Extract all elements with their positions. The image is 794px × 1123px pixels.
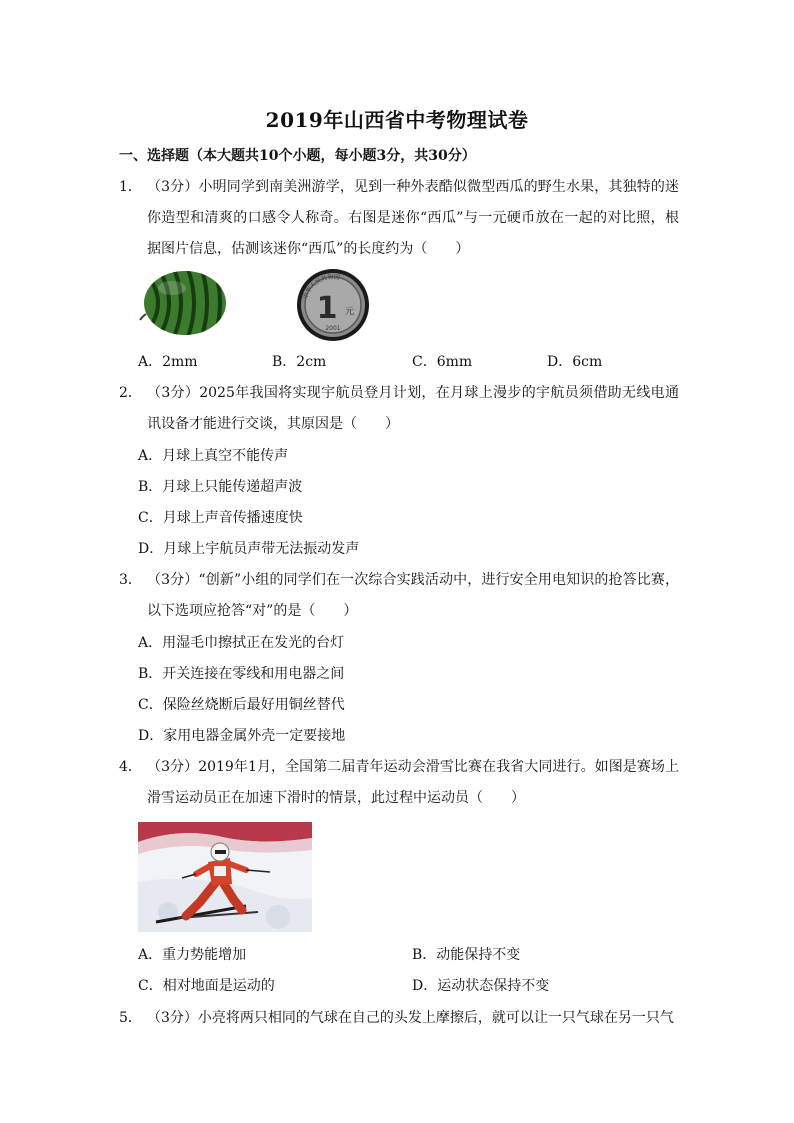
question-text: （3分）小明同学到南美洲游学，见到一种外表酷似微型西瓜的野生水果，其独特的迷你造型和清爽的口感令人称奇。右图是迷你“西瓜”与一元硬币放在一起的对比照，根据图片信息，估测该迷你“西瓜”的长度约为（ ） xyxy=(147,179,679,257)
question-number: 4． xyxy=(119,759,142,775)
one-yuan-coin-image xyxy=(294,266,372,342)
question-5 xyxy=(119,1003,679,1034)
q3-option-d: D．家用电器金属外壳一定要接地 xyxy=(138,728,346,744)
q3-option-c: C．保险丝烧断后最好用铜丝替代 xyxy=(138,697,345,713)
question-2 xyxy=(119,378,679,440)
question-text: （3分）小亮将两只相同的气球在自己的头发上摩擦后，就可以让一只气球在另一只气 xyxy=(147,1010,674,1026)
coin-year-text: 2001 xyxy=(325,325,341,332)
coin-arc-text: 中华人民共和国 xyxy=(302,273,341,300)
q1-option-b: B．2cm xyxy=(272,354,327,370)
q4-option-a: A．重力势能增加 xyxy=(138,947,247,963)
question-text: （3分）2019年1月，全国第二届青年运动会滑雪比赛在我省大同进行。如图是赛场上滑雪运动员正在加速下滑时的情景，此过程中运动员（ ） xyxy=(147,759,679,806)
coin-unit-text: 元 xyxy=(345,307,355,317)
q4-option-d: D．运动状态保持不变 xyxy=(412,978,550,994)
question-text: （3分）2025年我国将实现宇航员登月计划，在月球上漫步的宇航员须借助无线电通讯设备才能进行交谈，其原因是（ ） xyxy=(147,385,679,432)
skier-photo xyxy=(138,822,312,932)
q2-option-a: A．月球上真空不能传声 xyxy=(138,448,289,464)
q4-option-b: B．动能保持不变 xyxy=(412,947,521,963)
question-number: 1． xyxy=(119,179,142,195)
question-number: 5． xyxy=(119,1010,142,1026)
question-3 xyxy=(119,565,679,627)
question-number: 2． xyxy=(119,385,142,401)
q2-option-d: D．月球上宇航员声带无法振动发声 xyxy=(138,541,360,557)
q2-option-c: C．月球上声音传播速度快 xyxy=(138,510,303,526)
question-1 xyxy=(119,172,679,265)
mini-watermelon-image xyxy=(138,266,233,338)
exam-title: 2019年山西省中考物理试卷 xyxy=(265,108,529,132)
section-heading: 一、选择题（本大题共10个小题，每小题3分，共30分） xyxy=(119,148,476,164)
question-number: 3． xyxy=(119,572,142,588)
q1-option-c: C．6mm xyxy=(412,354,473,370)
question-4 xyxy=(119,752,679,814)
q1-option-a: A．2mm xyxy=(138,354,198,370)
q1-option-d: D．6cm xyxy=(547,354,603,370)
q4-option-c: C．相对地面是运动的 xyxy=(138,978,275,994)
q2-option-b: B．月球上只能传递超声波 xyxy=(138,479,303,495)
q3-option-b: B．开关连接在零线和用电器之间 xyxy=(138,666,345,682)
question-text: （3分）“创新”小组的同学们在一次综合实践活动中，进行安全用电知识的抢答比赛，以下选项应抢答“对”的是（ ） xyxy=(147,572,679,619)
coin-value-text: 1 xyxy=(316,291,338,326)
q3-option-a: A．用湿毛巾擦拭正在发光的台灯 xyxy=(138,635,345,651)
